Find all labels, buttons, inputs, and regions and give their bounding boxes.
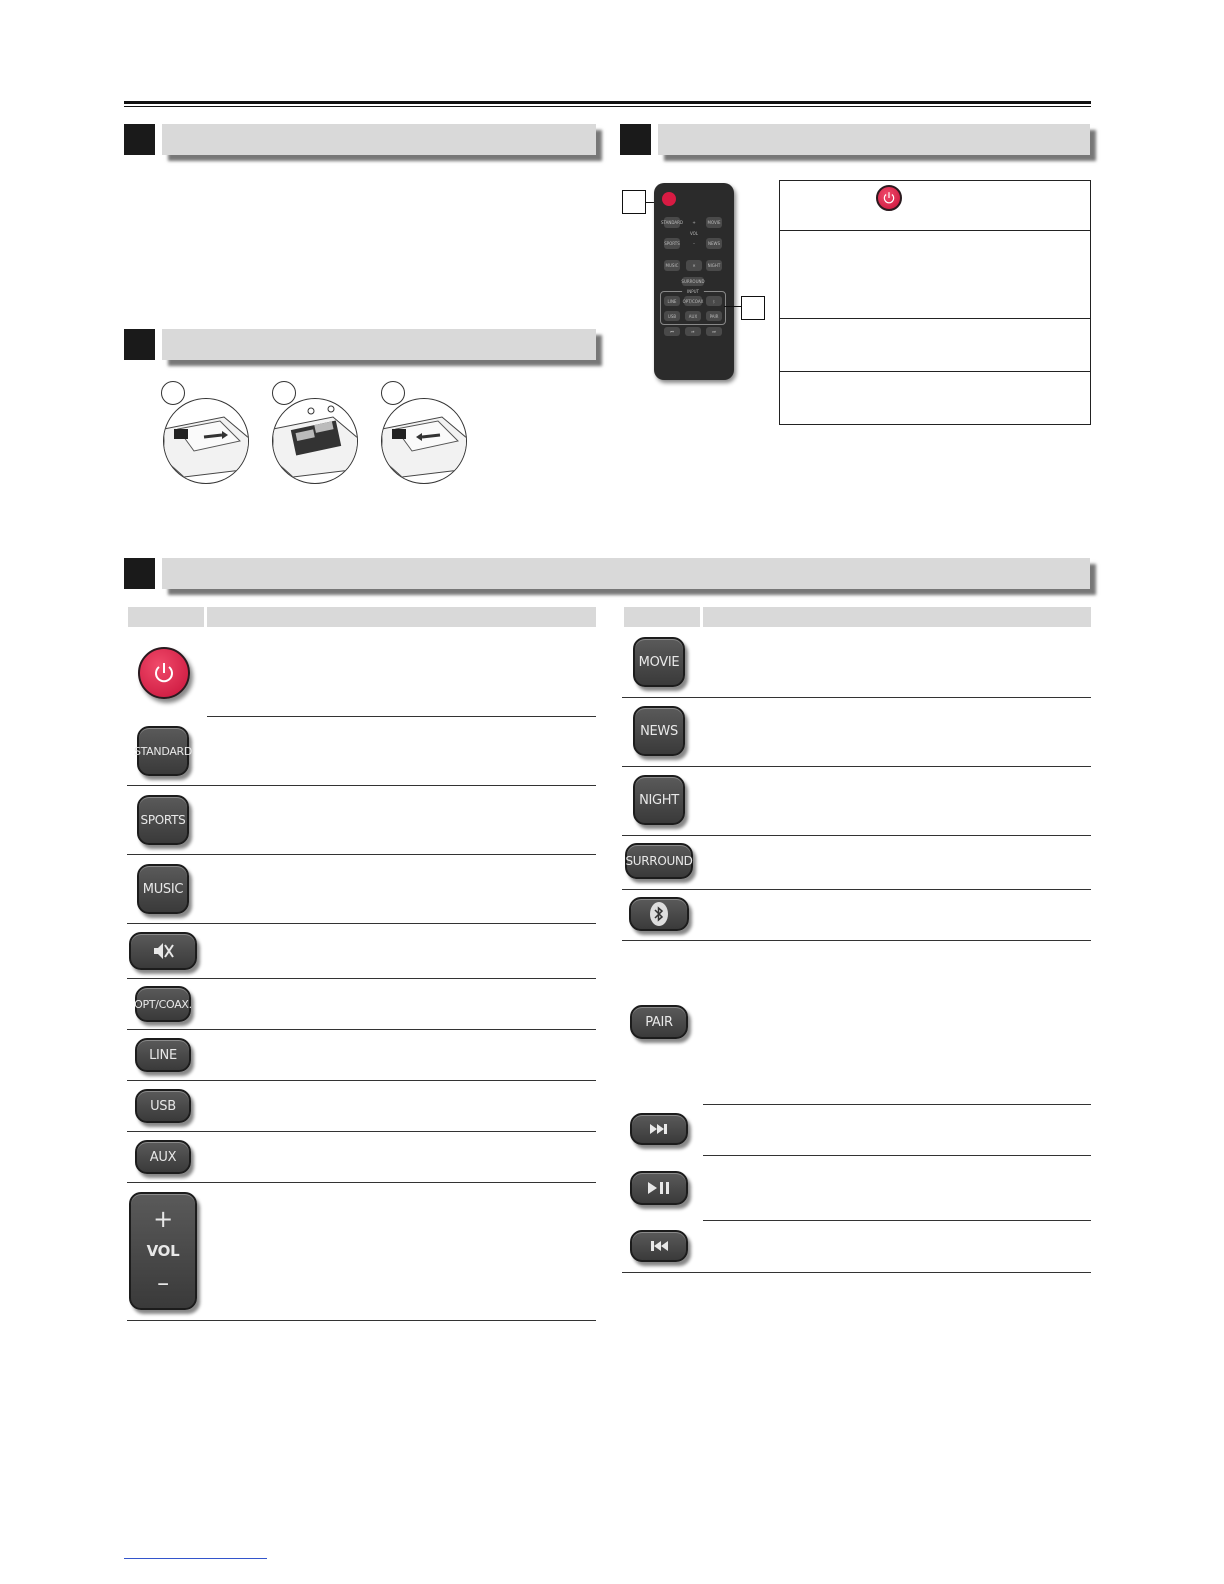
remote-btn-music: MUSIC bbox=[664, 260, 680, 271]
table-right-header-col1 bbox=[624, 607, 700, 627]
row-divider bbox=[622, 835, 1091, 836]
row-divider bbox=[127, 854, 596, 855]
row-divider bbox=[622, 697, 1091, 698]
previous-track-button[interactable] bbox=[630, 1230, 688, 1262]
bluetooth-icon bbox=[650, 902, 668, 926]
step-number-2 bbox=[272, 381, 296, 405]
mute-icon bbox=[151, 940, 175, 962]
table-divider bbox=[780, 371, 1090, 372]
remote-btn-movie: MOVIE bbox=[706, 217, 722, 228]
section-header-1 bbox=[162, 124, 596, 155]
remote-btn-mute: ✕ bbox=[686, 260, 702, 271]
remote-btn-next: ⏭ bbox=[706, 327, 722, 336]
mute-button[interactable] bbox=[129, 932, 197, 970]
remote-btn-optcoax: OPT/COAX bbox=[684, 296, 702, 306]
usb-button[interactable]: USB bbox=[135, 1089, 191, 1123]
surround-button[interactable]: SURROUND bbox=[625, 843, 693, 879]
table-left-header-col1 bbox=[128, 607, 204, 627]
battery-step-3-illustration bbox=[381, 398, 467, 484]
line-button[interactable]: LINE bbox=[135, 1038, 191, 1072]
section-header-2 bbox=[658, 124, 1090, 155]
remote-label-vol: VOL bbox=[689, 230, 699, 236]
section-header-4 bbox=[162, 558, 1090, 589]
header-rule bbox=[124, 101, 1091, 104]
pair-button[interactable]: PAIR bbox=[630, 1005, 688, 1039]
remote-btn-news: NEWS bbox=[706, 238, 722, 249]
step-number-3 bbox=[381, 381, 405, 405]
play-pause-button[interactable] bbox=[630, 1171, 688, 1205]
remote-btn-prev: ⏮ bbox=[664, 327, 680, 336]
remote-label-plus: + bbox=[692, 220, 696, 225]
row-divider bbox=[127, 978, 596, 979]
row-divider bbox=[207, 716, 596, 717]
power-icon bbox=[152, 661, 176, 685]
vol-minus-label[interactable]: – bbox=[157, 1269, 169, 1298]
row-divider bbox=[622, 1272, 1091, 1273]
table-left-header-col2 bbox=[207, 607, 596, 627]
volume-rocker[interactable] bbox=[129, 1192, 197, 1310]
section-marker-3 bbox=[124, 329, 155, 360]
row-divider bbox=[622, 766, 1091, 767]
vol-plus-label[interactable]: + bbox=[153, 1204, 173, 1233]
callout-box-2 bbox=[741, 296, 765, 320]
music-button[interactable]: MUSIC bbox=[137, 864, 189, 914]
standard-button[interactable]: STANDARD bbox=[137, 726, 189, 776]
aux-button[interactable]: AUX bbox=[135, 1140, 191, 1174]
table-divider bbox=[780, 230, 1090, 231]
news-button[interactable]: NEWS bbox=[633, 706, 685, 756]
remote-btn-surround: SURROUND bbox=[681, 279, 705, 284]
optcoax-button[interactable]: OPT/COAX. bbox=[135, 986, 191, 1022]
movie-button[interactable]: MOVIE bbox=[633, 637, 685, 687]
footer-link-underline[interactable] bbox=[124, 1558, 267, 1559]
remote-btn-pair: PAIR bbox=[706, 311, 722, 321]
remote-info-table bbox=[779, 180, 1091, 425]
remote-btn-sports: SPORTS bbox=[664, 238, 680, 249]
remote-label-minus: – bbox=[693, 241, 695, 246]
remote-btn-aux: AUX bbox=[685, 311, 701, 321]
row-divider bbox=[127, 1080, 596, 1081]
vol-label: VOL bbox=[146, 1241, 180, 1260]
row-divider bbox=[127, 1131, 596, 1132]
callout-box-1 bbox=[622, 190, 646, 214]
section-marker-4 bbox=[124, 558, 155, 589]
remote-label-input: INPUT bbox=[682, 288, 704, 294]
row-divider bbox=[703, 1104, 1091, 1105]
remote-control-illustration bbox=[654, 183, 734, 380]
power-button[interactable] bbox=[138, 647, 190, 699]
section-marker-1 bbox=[124, 124, 155, 155]
step-number-1 bbox=[161, 381, 185, 405]
battery-step-1-illustration bbox=[163, 398, 249, 484]
remote-btn-line: LINE bbox=[664, 296, 680, 306]
row-divider bbox=[127, 785, 596, 786]
section-marker-2 bbox=[620, 124, 651, 155]
remote-btn-playpause: ⏯ bbox=[685, 327, 701, 336]
remote-btn-usb: USB bbox=[664, 311, 680, 321]
row-divider bbox=[622, 940, 1091, 941]
remote-btn-standard: STANDARD bbox=[664, 217, 680, 228]
row-divider bbox=[127, 923, 596, 924]
battery-step-2-illustration bbox=[272, 398, 358, 484]
previous-track-icon bbox=[649, 1240, 669, 1252]
night-button[interactable]: NIGHT bbox=[633, 775, 685, 825]
row-divider bbox=[622, 889, 1091, 890]
row-divider bbox=[703, 1220, 1091, 1221]
table-divider bbox=[780, 318, 1090, 319]
next-track-icon bbox=[649, 1123, 669, 1135]
header-rule-thin bbox=[124, 106, 1091, 107]
row-divider bbox=[127, 1320, 596, 1321]
next-track-button[interactable] bbox=[630, 1113, 688, 1145]
power-icon bbox=[876, 185, 902, 211]
row-divider bbox=[127, 1029, 596, 1030]
callout-line-2 bbox=[724, 306, 741, 307]
remote-btn-bluetooth: ᛒ bbox=[706, 296, 722, 306]
sports-button[interactable]: SPORTS bbox=[137, 795, 189, 845]
row-divider bbox=[127, 1182, 596, 1183]
section-header-3 bbox=[162, 329, 596, 360]
play-pause-icon bbox=[647, 1181, 671, 1195]
remote-power-button bbox=[662, 192, 676, 206]
row-divider bbox=[703, 1155, 1091, 1156]
table-right-header-col2 bbox=[703, 607, 1091, 627]
bluetooth-button[interactable] bbox=[629, 897, 689, 931]
remote-btn-night: NIGHT bbox=[706, 260, 722, 271]
